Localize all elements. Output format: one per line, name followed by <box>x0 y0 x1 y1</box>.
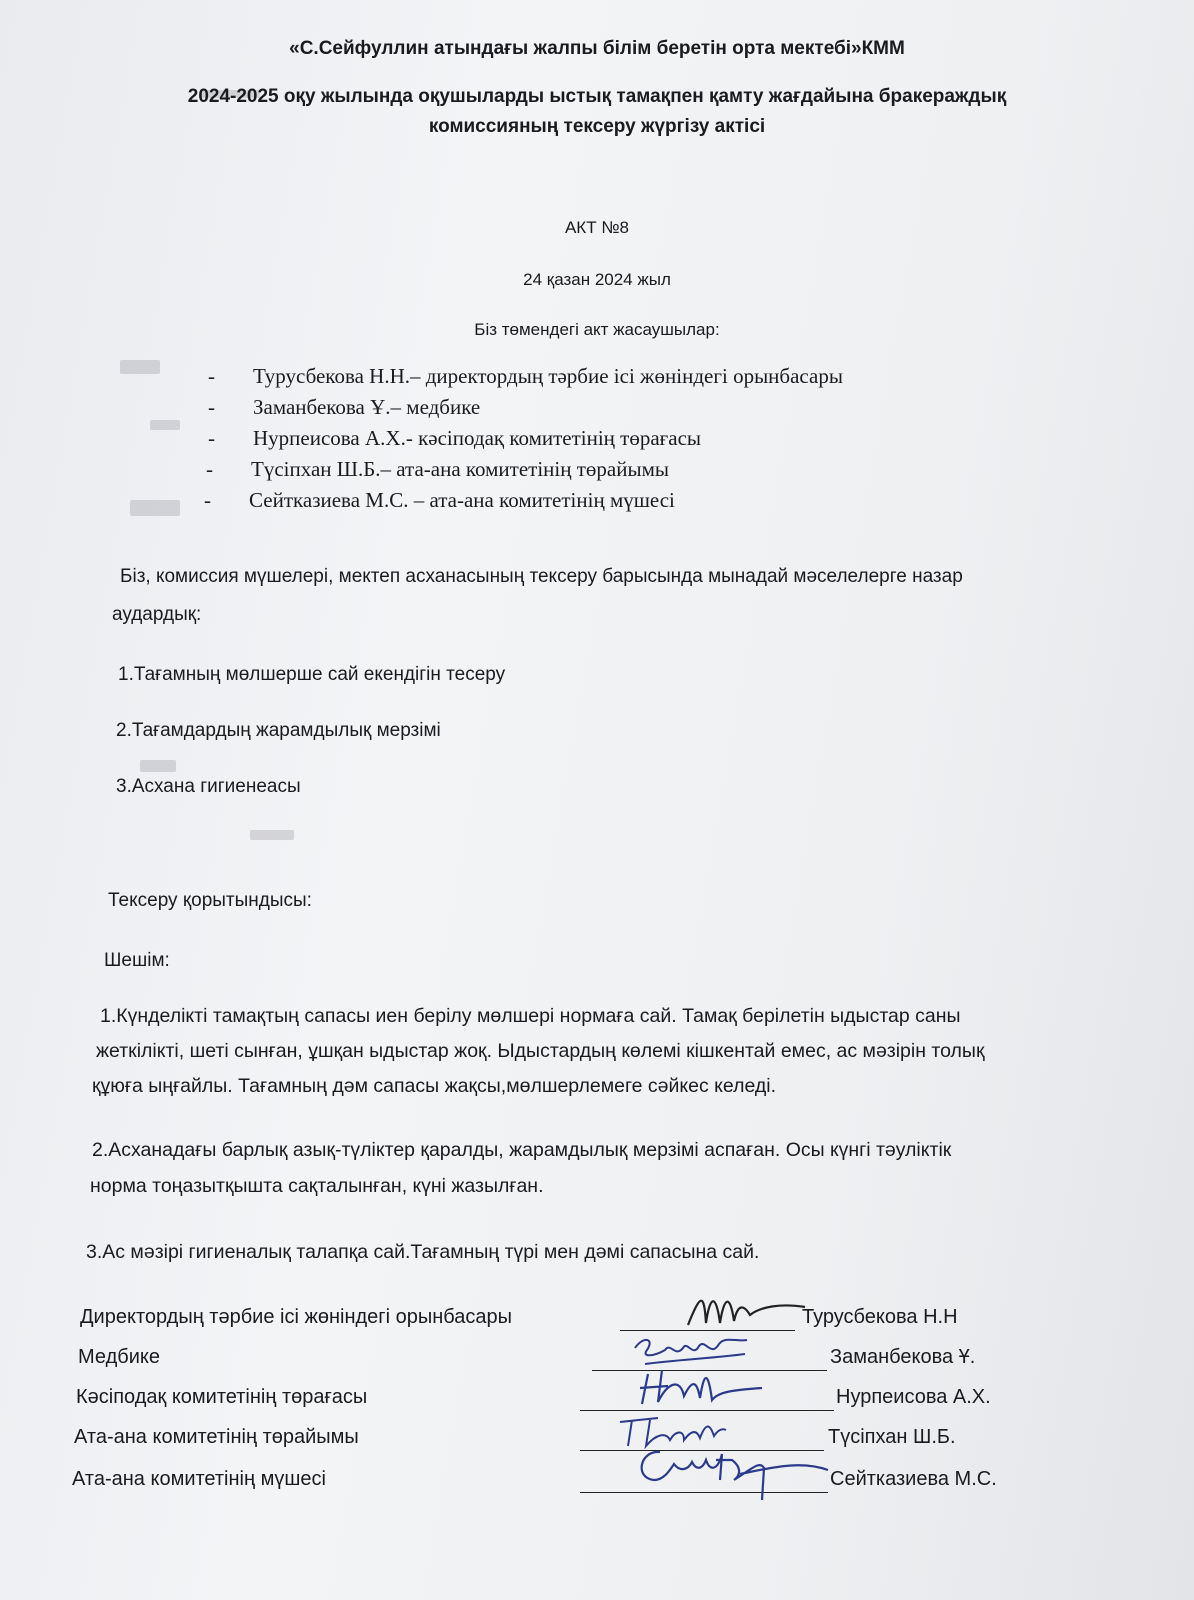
decision-2-line: 2.Асханадағы барлық азық-түліктер қаралды, жарамдылық мерзімі аспаған. Осы күнгі тәуліктік <box>92 1139 952 1161</box>
signature-role: Медбике <box>78 1346 160 1368</box>
signature-name: Сейтказиева М.С. <box>830 1468 997 1490</box>
decision-1-line: құюға ыңғайлы. Тағамның дәм сапасы жақсы,мөлшерлемеге сәйкес келеді. <box>92 1075 777 1097</box>
handwritten-signature <box>628 1362 768 1412</box>
signature-role: Ата-ана комитетінің мүшесі <box>72 1468 326 1490</box>
handwritten-signature <box>630 1440 830 1505</box>
act-date: 24 қазан 2024 жыл <box>523 270 671 289</box>
decision-1-line: жеткілікті, шеті сынған, ұшқан ыдыстар жоқ. Ыдыстардың көлемі кішкентай емес, ас мәзірін толық <box>96 1040 985 1062</box>
attention-line-2: аудардық: <box>112 604 202 625</box>
attention-line-1: Біз, комиссия мүшелері, мектеп асханасының тексеру барысында мынадай мәселелерге назар <box>120 566 963 587</box>
act-number: АКТ №8 <box>564 218 630 237</box>
member-text: Турусбекова Н.Н.– директордың тәрбие ісі жөніндегі орынбасары <box>253 364 843 388</box>
signature-role: Директордың тәрбие ісі жөніндегі орынбасары <box>80 1306 512 1328</box>
member-item: - Турусбекова Н.Н.– директордың тәрбие ісі жөніндегі орынбасары <box>208 364 843 388</box>
member-text: Нурпеисова А.Х.- кәсіподақ комитетінің төрағасы <box>253 426 702 450</box>
member-text: Заманбекова Ұ.– медбике <box>253 395 481 419</box>
member-text: Сейтказиева М.С. – ата-ана комитетінің мүшесі <box>249 488 675 512</box>
decision-1-line: 1.Күнделікті тамақтың сапасы иен берілу мөлшері нормаға сай. Тамақ берілетін ыдыстар саны <box>100 1005 961 1027</box>
decision-2-line: норма тоңазытқышта сақталынған, күні жазылған. <box>90 1175 544 1197</box>
member-item: - Нурпеисова А.Х.- кәсіподақ комитетінің төрағасы <box>208 426 702 450</box>
member-item: - Сейтказиева М.С. – ата-ана комитетінің мүшесі <box>204 488 675 512</box>
results-label: Тексеру қорытындысы: <box>108 890 312 911</box>
signature-role: Кәсіподақ комитетінің төрағасы <box>76 1386 368 1408</box>
school-title: «С.Сейфуллин атындағы жалпы білім беретін орта мектебі»КММ <box>289 38 905 59</box>
decision-label: Шешім: <box>104 950 170 971</box>
signature-name: Нурпеисова А.Х. <box>836 1386 991 1408</box>
intro-line: Біз төмендегі акт жасаушылар: <box>474 320 720 339</box>
signature-name: Түсіпхан Ш.Б. <box>828 1426 956 1448</box>
decision-3-line: 3.Ас мәзірі гигиеналық талапқа сай.Тағамның түрі мен дәмі сапасына сай. <box>86 1241 760 1263</box>
signature-role: Ата-ана комитетінің төрайымы <box>74 1426 359 1448</box>
issue-item: 2.Тағамдардың жарамдылық мерзімі <box>116 720 441 741</box>
signature-name: Турусбекова Н.Н <box>802 1306 958 1328</box>
member-item: - Түсіпхан Ш.Б.– ата-ана комитетінің төрайымы <box>206 457 669 481</box>
signature-name: Заманбекова Ұ. <box>830 1346 976 1368</box>
act-heading-line-2: комиссияның тексеру жүргізу актісі <box>428 116 766 137</box>
member-text: Түсіпхан Ш.Б.– ата-ана комитетінің төрайымы <box>251 457 669 481</box>
act-heading-line-1: 2024-2025 оқу жылында оқушыларды ыстық тамақпен қамту жағдайына бракераждық <box>187 86 1007 107</box>
issue-item: 1.Тағамның мөлшерше сай екендігін тесеру <box>118 664 506 685</box>
issue-item: 3.Асхана гигиенеасы <box>116 776 301 797</box>
member-item: - Заманбекова Ұ.– медбике <box>208 395 481 419</box>
